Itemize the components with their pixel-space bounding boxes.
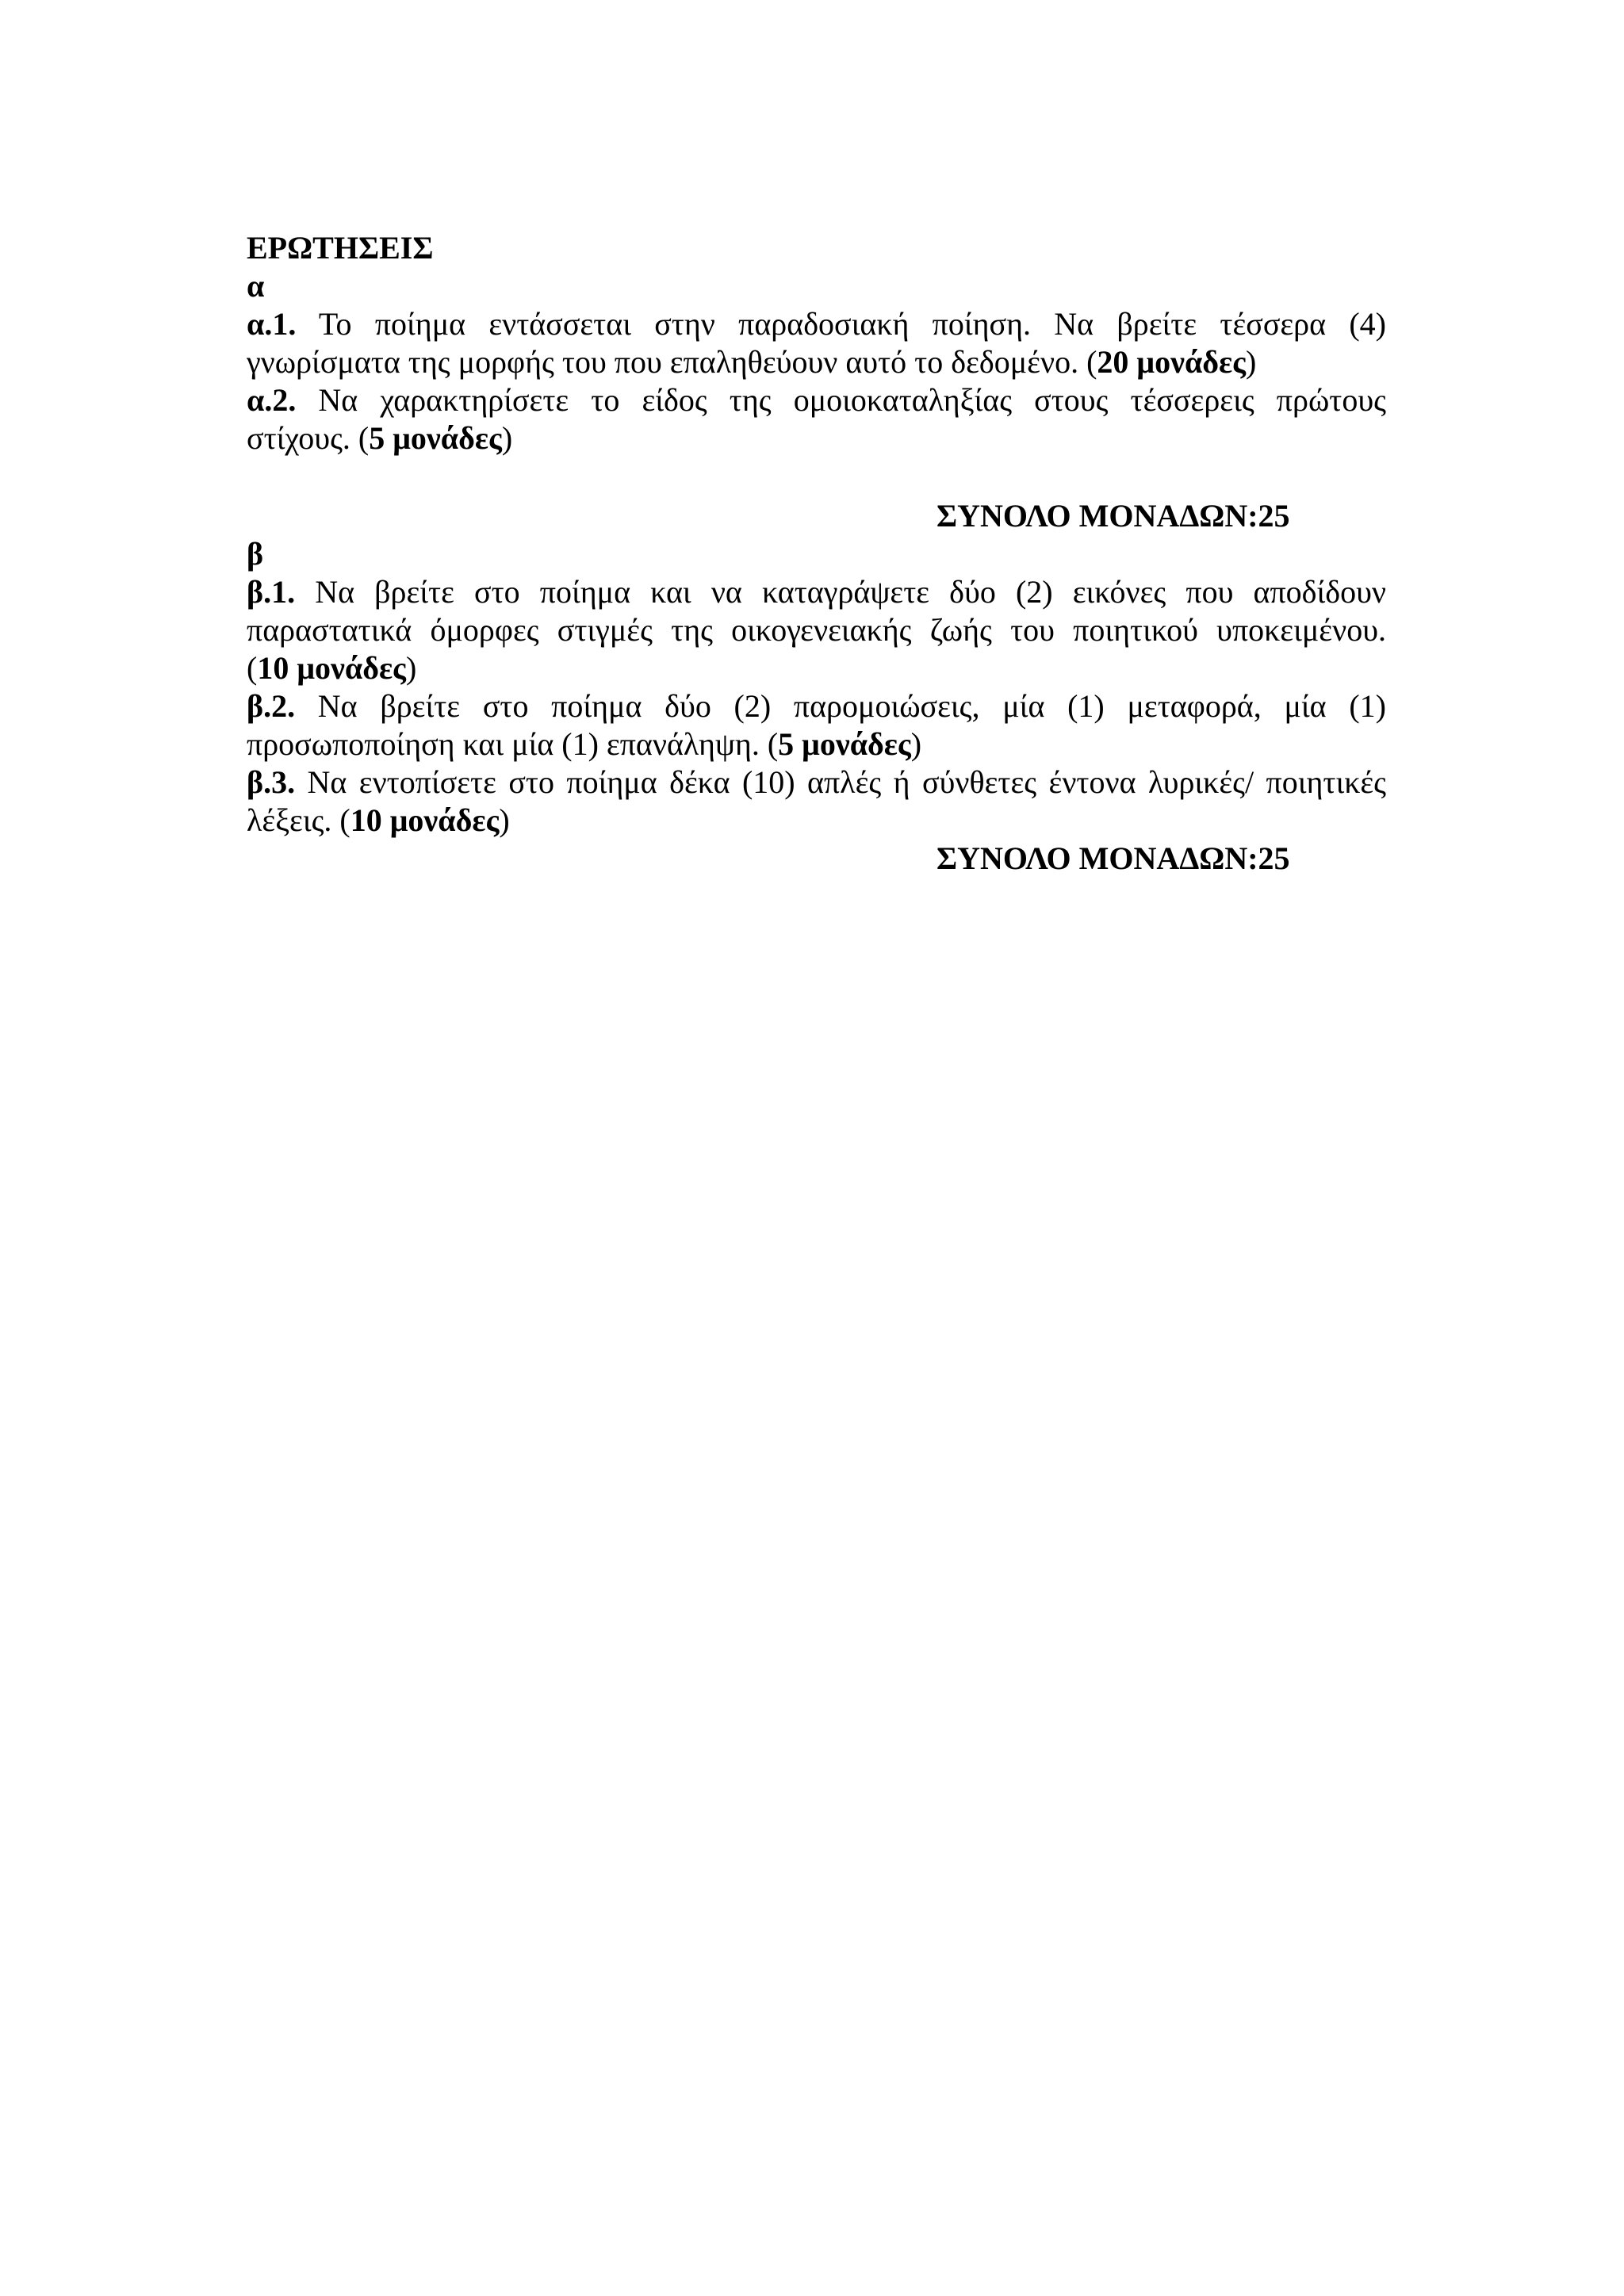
question-a2-line1: [247, 381, 1386, 419]
question-a1: [247, 305, 1386, 381]
question-b1-text-line1: Να βρείτε στο ποίημα και να καταγράψετε δύο (2) εικόνες που αποδίδουν: [315, 574, 1387, 610]
question-b2-close: ): [910, 726, 922, 762]
question-b2: [247, 687, 1386, 763]
questions-block: [247, 229, 1386, 878]
question-a2-text-line2: στίχους. (: [247, 420, 370, 456]
question-b1-number: β.1.: [247, 574, 296, 610]
question-b2-text-line1: Να βρείτε στο ποίημα δύο (2) παρομοιώσεις, μία (1) μεταφορά, μία (1): [317, 688, 1386, 724]
question-b1-line1: [247, 573, 1386, 611]
question-a1-text-line1: Το ποίημα εντάσσεται στην παραδοσιακή ποίηση. Να βρείτε τέσσερα (4): [318, 306, 1387, 342]
question-a2: [247, 381, 1386, 457]
question-b3-points: 10 μονάδες: [350, 802, 500, 838]
question-a1-close: ): [1246, 344, 1257, 380]
question-a2-number: α.2.: [247, 382, 297, 418]
section-b-label: β: [247, 536, 264, 572]
question-b1: [247, 573, 1386, 687]
question-a1-number: α.1.: [247, 306, 297, 342]
question-a2-line2: [247, 419, 1386, 457]
section-b-total: ΣΥΝΟΛΟ ΜΟΝΑΔΩΝ:25: [936, 840, 1290, 876]
question-b1-line2: παραστατικά όμορφες στιγμές της οικογενειακής ζωής του ποιητικού υποκειμένου.: [247, 612, 1386, 648]
question-b3-close: ): [499, 802, 510, 838]
question-b2-points: 5 μονάδες: [778, 726, 911, 762]
question-b2-number: β.2.: [247, 688, 296, 724]
question-a1-text-line2: γνωρίσματα της μορφής του που επαληθεύουν αυτό το δεδομένο. (: [247, 344, 1097, 380]
section-a-spacer: [247, 457, 1386, 497]
question-b2-line1: [247, 687, 1386, 725]
question-b1-line3: [247, 649, 1386, 687]
question-b1-open: (: [247, 650, 258, 686]
question-b1-close: ): [405, 650, 417, 686]
question-b1-points: 10 μονάδες: [257, 650, 406, 686]
question-b2-text-line2: προσωποποίηση και μία (1) επανάληψη. (: [247, 726, 779, 762]
question-a1-line1: [247, 305, 1386, 343]
question-b3: [247, 763, 1386, 840]
question-b2-line2: [247, 725, 1386, 763]
question-a2-close: ): [501, 420, 513, 456]
question-a1-line2: [247, 343, 1386, 381]
questions-heading: ΕΡΩΤΗΣΕΙΣ: [247, 230, 434, 266]
question-b3-line1: [247, 763, 1386, 802]
question-b3-text-line1: Να εντοπίσετε στο ποίημα δέκα (10) απλές ή σύνθετες έντονα λυρικές/ ποιητικές: [307, 764, 1387, 800]
section-a-label: α: [247, 268, 265, 304]
question-a2-points: 5 μονάδες: [369, 420, 502, 456]
section-a-total: ΣΥΝΟΛΟ ΜΟΝΑΔΩΝ:25: [936, 498, 1290, 534]
question-b3-line2: [247, 802, 1386, 840]
question-a2-text-line1: Να χαρακτηρίσετε το είδος της ομοιοκαταληξίας στους τέσσερεις πρώτους: [318, 382, 1386, 418]
question-b3-number: β.3.: [247, 764, 296, 800]
question-a1-points: 20 μονάδες: [1097, 344, 1246, 380]
question-b3-text-line2: λέξεις. (: [247, 802, 350, 838]
